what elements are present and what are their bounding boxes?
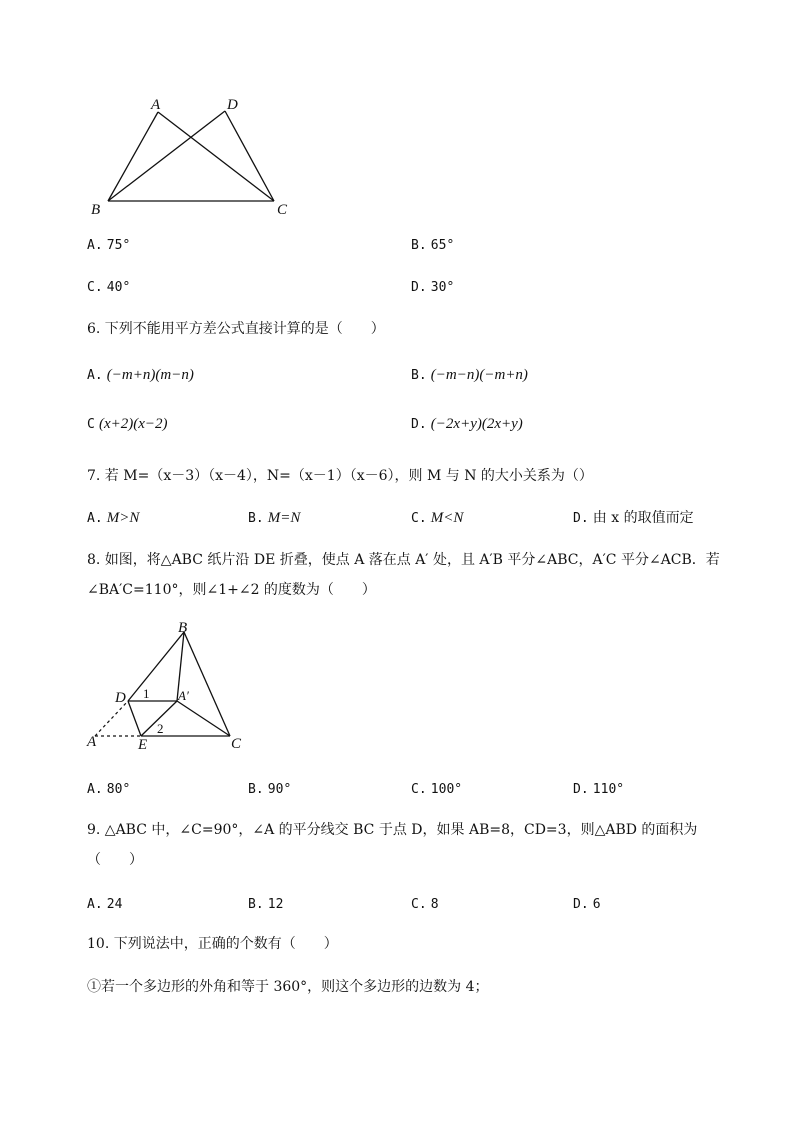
q6-option-d: D. (−2x+y)(2x+y) <box>411 416 523 432</box>
figure-lines <box>108 111 274 201</box>
dashed-a-d <box>95 701 128 736</box>
q9-stem-line1: 9. △ABC 中，∠C=90°，∠A 的平分线交 BC 于点 D，如果 AB=8，CD=3，则△ABD 的面积为 <box>87 822 698 838</box>
q9-option-d: D. 6 <box>573 897 601 912</box>
label-angle-1: 1 <box>143 686 150 701</box>
segment-d-b <box>128 632 184 701</box>
q8-option-b: B. 90° <box>248 782 292 797</box>
label-b: B <box>178 620 188 636</box>
q8-stem-line1: 8. 如图，将△ABC 纸片沿 DE 折叠，使点 A 落在点 A′ 处，且 A′B 平分∠ABC，A′C 平分∠ACB．若 <box>87 552 720 568</box>
label-c: C <box>277 202 288 218</box>
label-d: D <box>227 97 238 113</box>
figure-triangles-abc-dbc <box>80 90 310 225</box>
q9-stem-line2: （ ） <box>87 852 143 868</box>
q8-stem-line2: ∠BA′C=110°，则∠1+∠2 的度数为（ ） <box>87 582 376 598</box>
segment-ac <box>158 112 274 201</box>
q6-option-b: B. (−m−n)(−m+n) <box>411 367 528 383</box>
label-b: B <box>91 202 101 218</box>
q7-option-a: A. M>N <box>87 510 140 526</box>
q8-option-a: A. 80° <box>87 782 131 797</box>
q8-option-d: D. 110° <box>573 782 625 797</box>
q6-option-a: A. (−m+n)(m−n) <box>87 367 194 383</box>
segment-db <box>108 111 225 201</box>
segment-d-e <box>128 701 141 736</box>
q9-option-b: B. 12 <box>248 897 284 912</box>
label-e: E <box>138 737 148 753</box>
q5-option-a: A. 75° <box>87 238 131 253</box>
label-a: A <box>151 97 161 113</box>
q10-item-1: ①若一个多边形的外角和等于 360°，则这个多边形的边数为 4； <box>87 979 489 995</box>
q7-option-c: C. M<N <box>411 510 464 526</box>
q6-stem: 6. 下列不能用平方差公式直接计算的是（ ） <box>87 321 385 337</box>
q9-option-c: C. 8 <box>411 897 439 912</box>
segment-dc <box>225 111 274 201</box>
q7-stem: 7. 若 M=（x－3）（x－4），N=（x－1）（x－6），则 M 与 N 的大小关系为（） <box>87 468 593 484</box>
figure-folded-triangle <box>80 620 260 755</box>
segment-ab <box>108 112 158 201</box>
q8-option-c: C. 100° <box>411 782 463 797</box>
q7-option-d: D. 由 x 的取值而定 <box>573 510 694 526</box>
q5-option-c: C. 40° <box>87 280 131 295</box>
q9-option-a: A. 24 <box>87 897 123 912</box>
label-d: D <box>115 690 126 706</box>
q7-option-b: B. M=N <box>248 510 301 526</box>
q6-option-c: C (x+2)(x−2) <box>87 416 168 432</box>
q10-stem: 10. 下列说法中，正确的个数有（ ） <box>87 936 338 952</box>
q5-option-b: B. 65° <box>411 238 455 253</box>
label-a-prime: A′ <box>178 688 189 703</box>
label-c: C <box>231 736 242 752</box>
label-angle-2: 2 <box>157 721 164 736</box>
q5-option-d: D. 30° <box>411 280 455 295</box>
label-a: A <box>87 734 97 750</box>
